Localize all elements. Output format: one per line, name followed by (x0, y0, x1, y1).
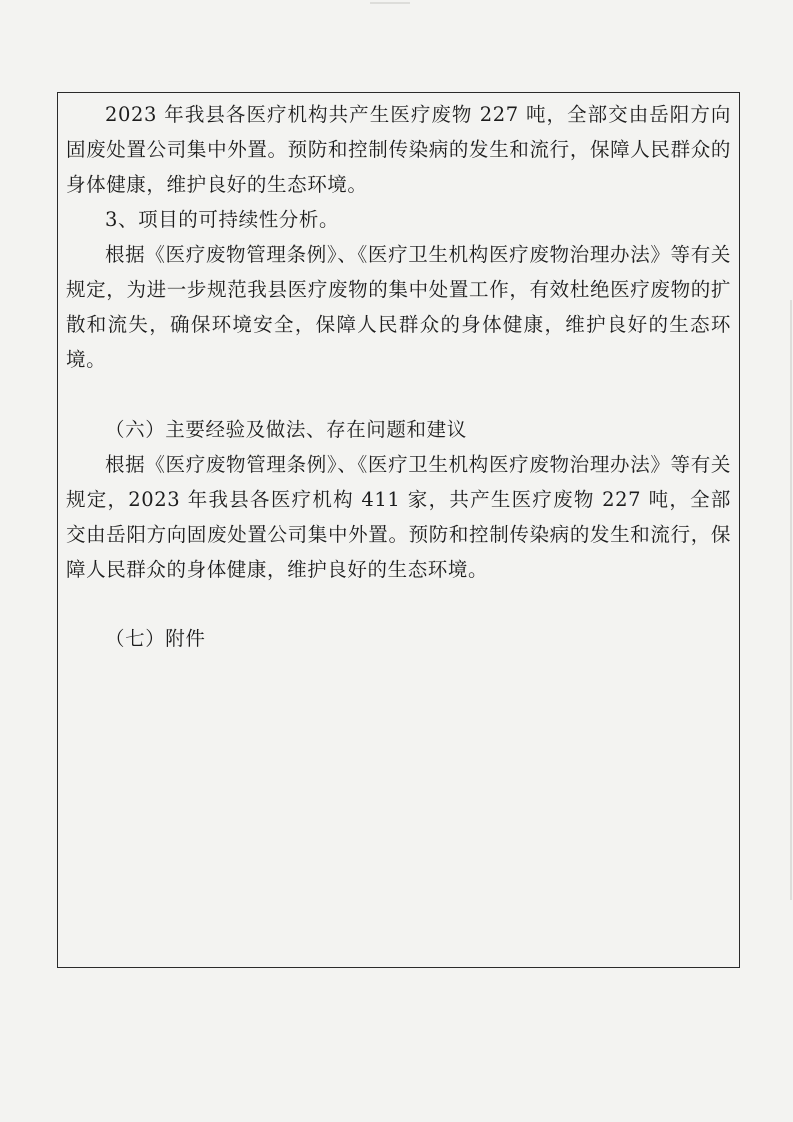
document-body (66, 97, 731, 656)
paragraph-waste-total: 2023 年我县各医疗机构共产生医疗废物 227 吨，全部交由岳阳方向固废处置公司集中外置。预防和控制传染病的发生和流行，保障人民群众的身体健康，维护良好的生态环境。 (66, 103, 731, 196)
spacer (66, 377, 731, 412)
paragraph-experience: 根据《医疗废物管理条例》、《医疗卫生机构医疗废物治理办法》等有关规定，2023 年我县各医疗机构 411 家，共产生医疗废物 227 吨，全部交由岳阳方向固废处置公司集中外置。预防和控制传染病的发生和流行，保障人民群众的身体健康，维护良好的生态环境。 (66, 453, 731, 581)
scan-artifact (370, 2, 410, 4)
scan-artifact (790, 300, 792, 900)
spacer (66, 587, 731, 621)
heading-attachments: （七）附件 (105, 627, 206, 650)
document-frame (57, 92, 740, 968)
heading-experience: （六）主要经验及做法、存在问题和建议 (105, 418, 467, 441)
heading-sustainability: 3、项目的可持续性分析。 (105, 208, 340, 231)
paragraph-sustainability: 根据《医疗废物管理条例》、《医疗卫生机构医疗废物治理办法》等有关规定，为进一步规范我县医疗废物的集中处置工作，有效杜绝医疗废物的扩散和流失，确保环境安全，保障人民群众的身体健康，维护良好的生态环境。 (66, 243, 731, 371)
